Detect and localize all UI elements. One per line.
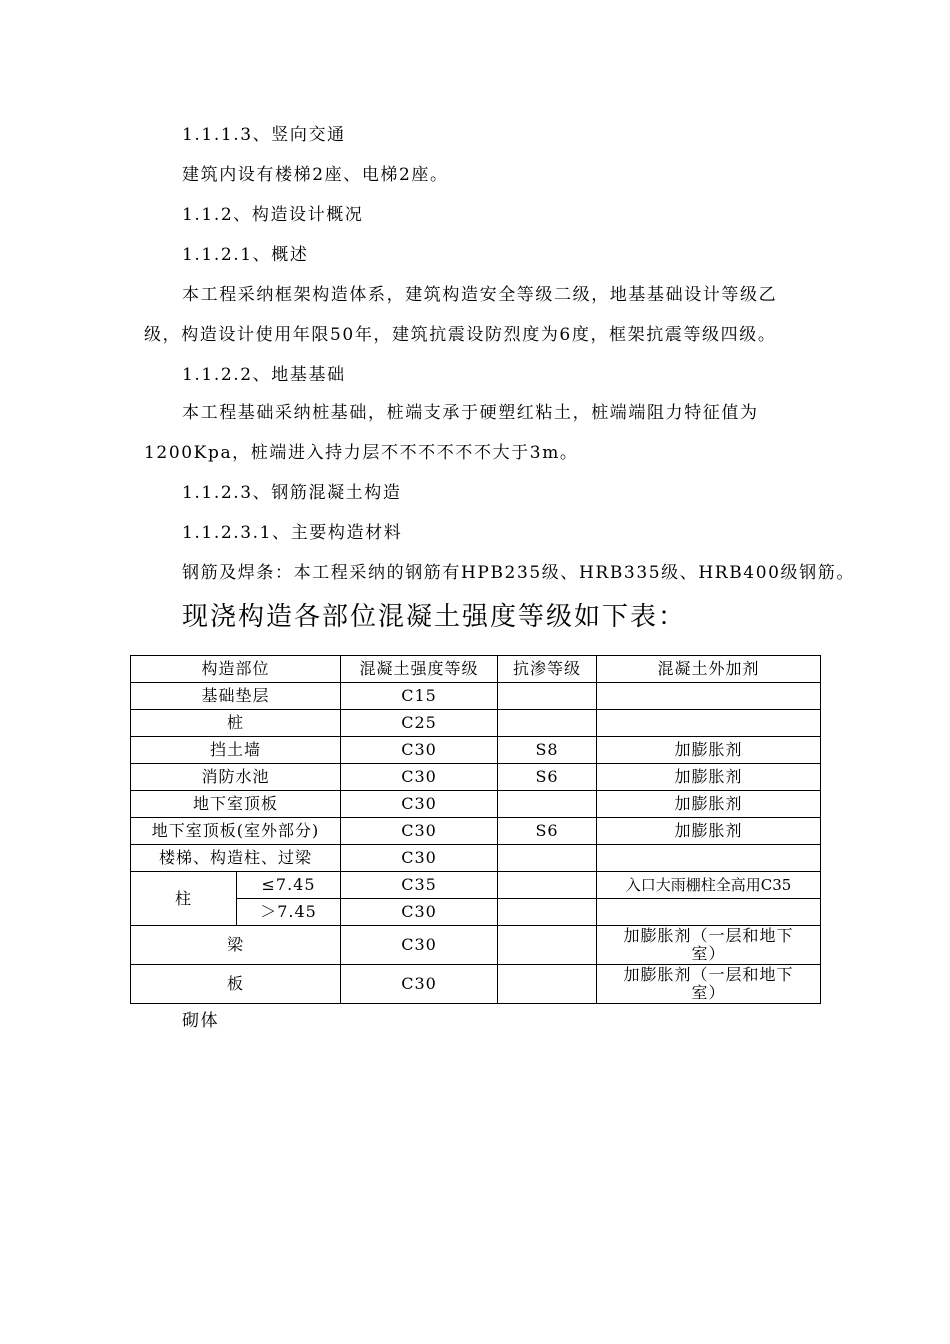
section-heading-1-1-2-3: 1.1.2.3、钢筋混凝土构造 (182, 483, 402, 503)
cell-part: 消防水池 (131, 764, 341, 791)
cell-grade: C15 (341, 683, 498, 710)
table-row (131, 737, 821, 764)
cell-additive: 加膨胀剂 (597, 764, 821, 791)
section-heading-1-1-2-3-1: 1.1.2.3.1、主要构造材料 (182, 523, 403, 543)
cell-height-range: ≤7.45 (237, 872, 341, 899)
table-row (131, 710, 821, 737)
cell-part: 楼梯、构造柱、过梁 (131, 845, 341, 872)
cell-grade: C30 (341, 791, 498, 818)
cell-grade: C30 (341, 818, 498, 845)
cell-grade: C30 (341, 737, 498, 764)
table-row (131, 872, 821, 899)
cell-seepage (498, 926, 597, 965)
table-row (131, 683, 821, 710)
section-heading-1-1-2-1: 1.1.2.1、概述 (182, 245, 309, 265)
cell-grade: C30 (341, 965, 498, 1004)
cell-part: 桩 (131, 710, 341, 737)
cell-additive: 加膨胀剂（一层和地下室） (597, 965, 821, 1004)
header-additive: 混凝土外加剂 (597, 656, 821, 683)
paragraph-overview-line2: 级，构造设计使用年限50年，建筑抗震设防烈度为6度，框架抗震等级四级。 (144, 325, 777, 345)
cell-seepage (498, 899, 597, 926)
cell-seepage: S8 (498, 737, 597, 764)
cell-seepage (498, 872, 597, 899)
paragraph-overview-line1: 本工程采纳框架构造体系，建筑构造安全等级二级，地基基础设计等级乙 (182, 285, 778, 305)
cell-seepage: S6 (498, 764, 597, 791)
cell-grade: C30 (341, 845, 498, 872)
section-heading-1-1-2: 1.1.2、构造设计概况 (182, 205, 364, 225)
cell-additive (597, 845, 821, 872)
header-part: 构造部位 (131, 656, 341, 683)
concrete-grade-table (130, 655, 821, 1004)
cell-grade: C30 (341, 899, 498, 926)
cell-height-range: ＞7.45 (237, 899, 341, 926)
cell-grade: C30 (341, 764, 498, 791)
cell-grade: C25 (341, 710, 498, 737)
table-row (131, 791, 821, 818)
cell-seepage (498, 845, 597, 872)
table-title: 现浇构造各部位混凝土强度等级如下表： (182, 602, 687, 632)
cell-seepage (498, 710, 597, 737)
cell-additive (597, 899, 821, 926)
cell-part: 地下室顶板(室外部分) (131, 818, 341, 845)
cell-grade: C30 (341, 926, 498, 965)
table-row (131, 965, 821, 1004)
table-row (131, 845, 821, 872)
table-row (131, 764, 821, 791)
cell-additive (597, 683, 821, 710)
cell-seepage (498, 683, 597, 710)
cell-seepage: S6 (498, 818, 597, 845)
cell-additive: 加膨胀剂（一层和地下室） (597, 926, 821, 965)
cell-seepage (498, 791, 597, 818)
cell-part: 板 (131, 965, 341, 1004)
section-heading-1-1-2-2: 1.1.2.2、地基基础 (182, 365, 346, 385)
cell-grade: C35 (341, 872, 498, 899)
cell-additive: 加膨胀剂 (597, 737, 821, 764)
paragraph-masonry: 砌体 (182, 1011, 220, 1031)
paragraph-foundation-line2: 1200Kpa，桩端进入持力层不不不不不不大于3m。 (144, 443, 579, 463)
cell-part: 挡土墙 (131, 737, 341, 764)
header-seepage: 抗渗等级 (498, 656, 597, 683)
paragraph-vertical-transport: 建筑内设有楼梯2座、电梯2座。 (182, 165, 449, 185)
cell-additive: 加膨胀剂 (597, 818, 821, 845)
paragraph-foundation-line1: 本工程基础采纳桩基础，桩端支承于硬塑红粘土，桩端端阻力特征值为 (182, 403, 759, 423)
cell-seepage (498, 965, 597, 1004)
header-grade: 混凝土强度等级 (341, 656, 498, 683)
cell-part: 梁 (131, 926, 341, 965)
table-row (131, 926, 821, 965)
cell-additive: 加膨胀剂 (597, 791, 821, 818)
cell-column-group: 柱 (131, 872, 237, 926)
cell-part: 地下室顶板 (131, 791, 341, 818)
table-row (131, 818, 821, 845)
cell-additive: 入口大雨棚柱全高用C35 (597, 872, 821, 899)
section-heading-1-1-1-3: 1.1.1.3、竖向交通 (182, 125, 346, 145)
cell-additive (597, 710, 821, 737)
table-header-row (131, 656, 821, 683)
paragraph-rebar: 钢筋及焊条：本工程采纳的钢筋有HPB235级、HRB335级、HRB400级钢筋。 (182, 563, 855, 583)
cell-part: 基础垫层 (131, 683, 341, 710)
